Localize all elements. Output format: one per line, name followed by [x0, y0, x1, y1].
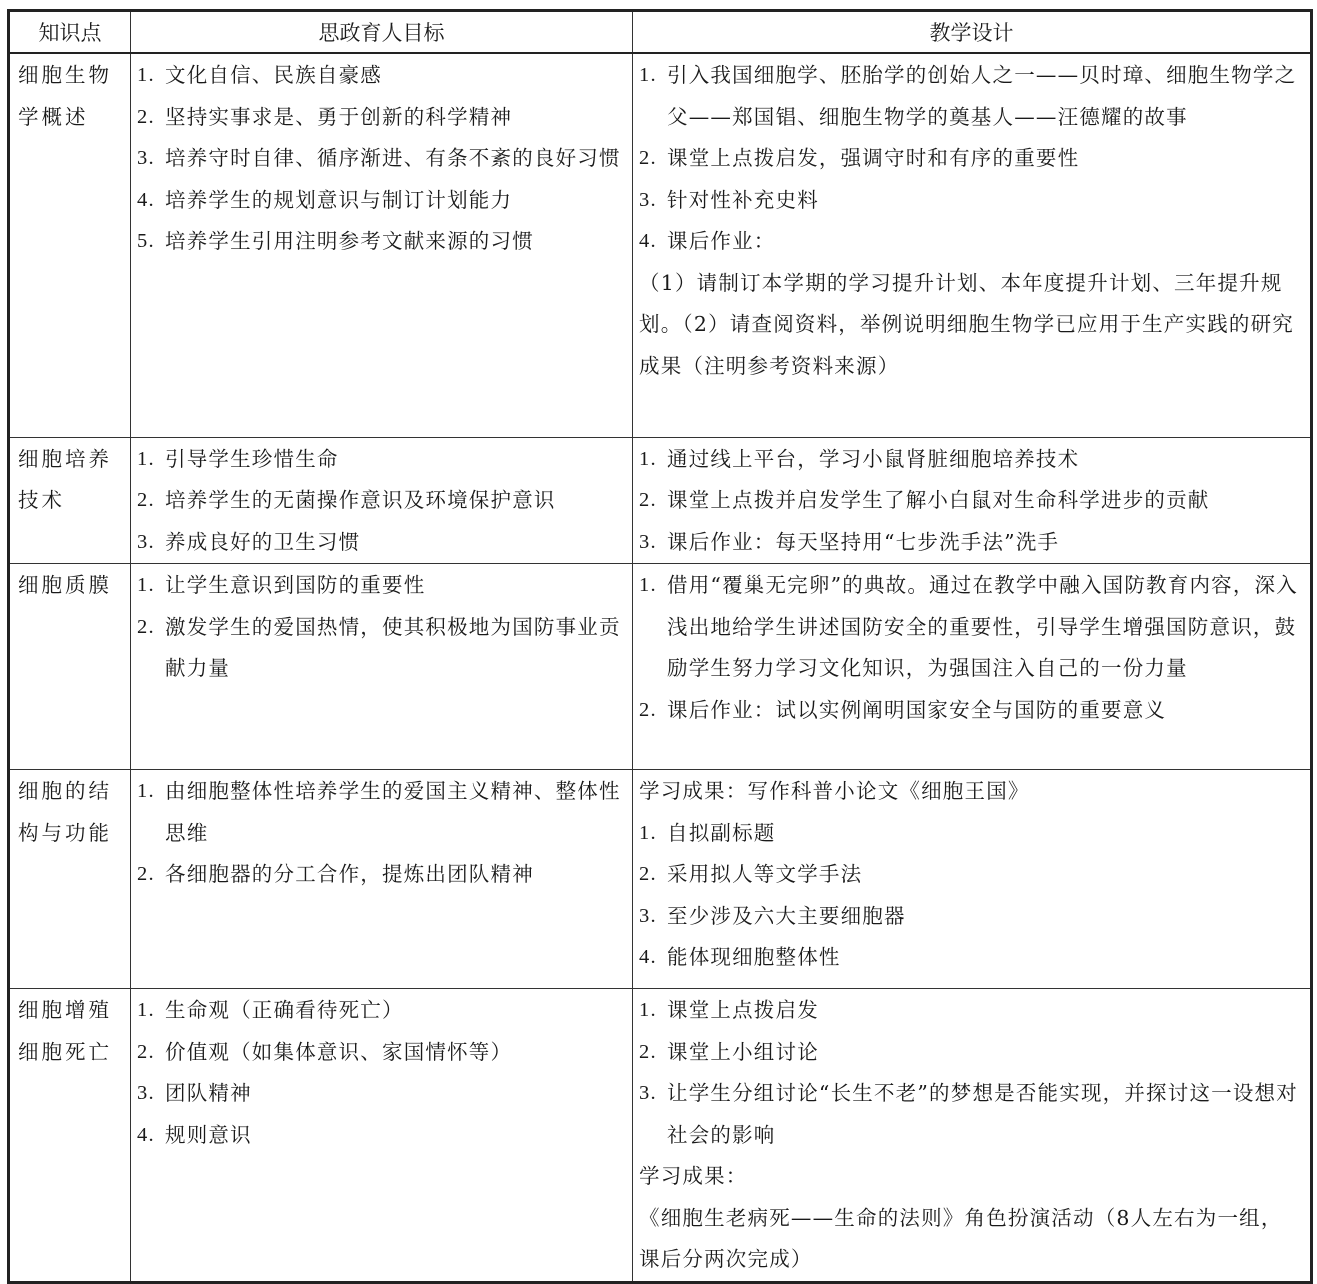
item-number: 2.	[639, 698, 657, 721]
item-text: 引导学生珍惜生命	[165, 446, 339, 471]
header-row	[9, 11, 1312, 54]
item-text: 团队精神	[165, 1081, 252, 1105]
item-text: 让学生分组讨论“长生不老”的梦想是否能实现，并探讨这一设想对社会的影响	[667, 1081, 1298, 1147]
item-number: 2.	[639, 863, 657, 885]
item-text: 至少涉及六大主要细胞器	[667, 903, 906, 928]
list-item	[639, 221, 1304, 263]
goals-cell	[131, 770, 633, 989]
list-item	[137, 480, 626, 522]
list-item	[639, 854, 1304, 896]
item-text: 养成良好的卫生习惯	[165, 529, 361, 554]
item-text: 坚持实事求是、勇于创新的科学精神	[165, 104, 513, 129]
goals-cell	[131, 437, 633, 564]
goals-cell	[131, 989, 633, 1283]
header-ideological-goal: 思政育人目标	[131, 11, 633, 54]
list-item	[639, 896, 1304, 938]
item-number: 3.	[639, 188, 657, 211]
list-item	[639, 690, 1304, 732]
topic-cell	[9, 53, 131, 437]
item-text: 让学生意识到国防的重要性	[165, 573, 426, 597]
list-item	[137, 607, 626, 690]
list-item	[137, 522, 626, 564]
design-cell	[633, 564, 1312, 770]
topic-cell	[9, 564, 131, 770]
item-number: 4.	[137, 188, 155, 211]
list-item	[639, 813, 1304, 855]
list-item	[639, 990, 1304, 1032]
header-knowledge-point: 知识点	[9, 11, 131, 54]
goals-cell	[131, 564, 633, 770]
list-item	[137, 565, 626, 607]
design-list	[633, 54, 1310, 263]
design-list	[633, 989, 1310, 1156]
item-text: 生命观（正确看待死亡）	[165, 998, 404, 1022]
item-text: 借用“覆巢无完卵”的典故。通过在教学中融入国防教育内容，深入浅出地给学生讲述国防安全的重要性，引导学生增强国防意识，鼓励学生努力学习文化知识，为强国注入自己的一份力量	[667, 573, 1298, 680]
list-item	[639, 937, 1304, 979]
item-number: 1.	[137, 780, 155, 802]
goals-list	[131, 770, 632, 896]
list-item	[137, 55, 626, 97]
item-number: 3.	[137, 1082, 155, 1104]
homework-text: （1）请制订本学期的学习提升计划、本年度提升计划、三年提升规划。（2）请查阅资料，举例说明细胞生物学已应用于生产实践的研究成果（注明参考资料来源）	[639, 270, 1294, 378]
list-item	[639, 522, 1304, 564]
item-text: 课堂上小组讨论	[667, 1039, 819, 1064]
topic-text: 细胞增殖细胞死亡	[18, 998, 112, 1064]
item-text: 培养学生的无菌操作意识及环境保护意识	[165, 488, 556, 512]
item-number: 3.	[137, 147, 155, 169]
list-item	[137, 97, 626, 139]
list-item	[137, 990, 626, 1032]
item-number: 2.	[137, 1040, 155, 1063]
learning-outcome-lead: 学习成果：写作科普小论文《细胞王国》	[639, 779, 1030, 803]
item-text: 能体现细胞整体性	[667, 945, 841, 969]
item-text: 课堂上点拨启发	[667, 998, 819, 1022]
goals-list	[131, 989, 632, 1156]
design-list	[633, 438, 1310, 564]
list-item	[137, 854, 626, 896]
item-text: 课堂上点拨并启发学生了解小白鼠对生命科学进步的贡献	[667, 488, 1210, 512]
topic-text: 细胞的结构与功能	[18, 779, 112, 845]
topic-text: 细胞培养技术	[18, 446, 112, 512]
item-text: 针对性补充史料	[667, 187, 819, 212]
design-cell	[633, 989, 1312, 1283]
item-number: 2.	[639, 1040, 657, 1063]
item-number: 1.	[639, 999, 657, 1021]
item-number: 5.	[137, 230, 155, 252]
item-number: 1.	[137, 999, 155, 1021]
item-text: 激发学生的爱国热情，使其积极地为国防事业贡献力量	[165, 614, 621, 680]
item-text: 规则意识	[165, 1122, 252, 1147]
list-item	[137, 1115, 626, 1157]
item-text: 培养守时自律、循序渐进、有条不紊的良好习惯	[165, 146, 621, 170]
list-item	[639, 565, 1304, 690]
item-number: 2.	[137, 489, 155, 511]
item-number: 2.	[639, 147, 657, 169]
item-text: 课后作业：	[667, 229, 776, 253]
item-number: 4.	[639, 946, 657, 968]
role-play-activity-text: 《细胞生老病死——生命的法则》角色扮演活动（8人左右为一组，课后分两次完成）	[639, 1205, 1283, 1271]
design-cell	[633, 770, 1312, 989]
list-item	[639, 480, 1304, 522]
design-cell	[633, 53, 1312, 437]
table-row	[9, 770, 1312, 989]
item-number: 1.	[137, 64, 155, 86]
item-text: 采用拟人等文学手法	[667, 862, 863, 886]
item-text: 培养学生的规划意识与制订计划能力	[165, 187, 513, 212]
item-text: 课后作业：试以实例阐明国家安全与国防的重要意义	[667, 697, 1167, 722]
item-text: 由细胞整体性培养学生的爱国主义精神、整体性思维	[165, 779, 621, 845]
table-row	[9, 53, 1312, 437]
item-number: 1.	[639, 64, 657, 86]
list-item	[137, 1073, 626, 1115]
list-item	[137, 138, 626, 180]
item-text: 课堂上点拨启发，强调守时和有序的重要性	[667, 146, 1080, 170]
item-text: 各细胞器的分工合作，提炼出团队精神	[165, 862, 534, 886]
design-list	[633, 564, 1310, 731]
item-number: 3.	[639, 1082, 657, 1104]
item-number: 1.	[639, 821, 657, 844]
list-item	[639, 138, 1304, 180]
item-number: 1.	[137, 574, 155, 596]
item-text: 课后作业：每天坚持用“七步洗手法”洗手	[667, 529, 1060, 554]
header-teaching-design: 教学设计	[633, 11, 1312, 54]
topic-text: 细胞质膜	[18, 573, 112, 597]
topic-text: 细胞生物学概述	[18, 63, 112, 129]
item-number: 1.	[137, 447, 155, 470]
item-number: 3.	[639, 904, 657, 927]
item-text: 培养学生引用注明参考文献来源的习惯	[165, 229, 534, 253]
item-number: 2.	[137, 105, 155, 128]
curriculum-table	[7, 9, 1313, 1284]
item-text: 通过线上平台，学习小鼠肾脏细胞培养技术	[667, 446, 1080, 471]
list-item	[639, 1032, 1304, 1074]
topic-cell	[9, 770, 131, 989]
topic-cell	[9, 437, 131, 564]
design-cell	[633, 437, 1312, 564]
item-text: 引入我国细胞学、胚胎学的创始人之一——贝时璋、细胞生物学之父——郑国锠、细胞生物学的奠基人——汪德耀的故事	[667, 63, 1297, 129]
item-number: 4.	[137, 1123, 155, 1146]
list-item	[639, 1073, 1304, 1156]
list-item	[639, 55, 1304, 138]
goals-list	[131, 564, 632, 690]
goals-cell	[131, 53, 633, 437]
item-number: 3.	[137, 530, 155, 553]
goals-list	[131, 438, 632, 564]
item-number: 3.	[639, 530, 657, 553]
topic-cell	[9, 989, 131, 1283]
list-item	[137, 1032, 626, 1074]
table-row	[9, 989, 1312, 1283]
list-item	[639, 180, 1304, 222]
item-text: 价值观（如集体意识、家国情怀等）	[165, 1039, 513, 1064]
item-number: 2.	[137, 615, 155, 638]
item-number: 1.	[639, 447, 657, 470]
list-item	[137, 439, 626, 481]
table-row	[9, 564, 1312, 770]
item-text: 文化自信、民族自豪感	[165, 63, 382, 87]
goals-list	[131, 54, 632, 263]
item-number: 2.	[137, 863, 155, 885]
design-list	[633, 813, 1310, 979]
list-item	[137, 771, 626, 854]
learning-outcome-label: 学习成果：	[639, 1164, 748, 1188]
list-item	[137, 221, 626, 263]
list-item	[137, 180, 626, 222]
item-number: 2.	[639, 489, 657, 511]
table-row	[9, 437, 1312, 564]
item-number: 4.	[639, 230, 657, 252]
item-text: 自拟副标题	[667, 820, 776, 845]
list-item	[639, 439, 1304, 481]
item-number: 1.	[639, 574, 657, 596]
